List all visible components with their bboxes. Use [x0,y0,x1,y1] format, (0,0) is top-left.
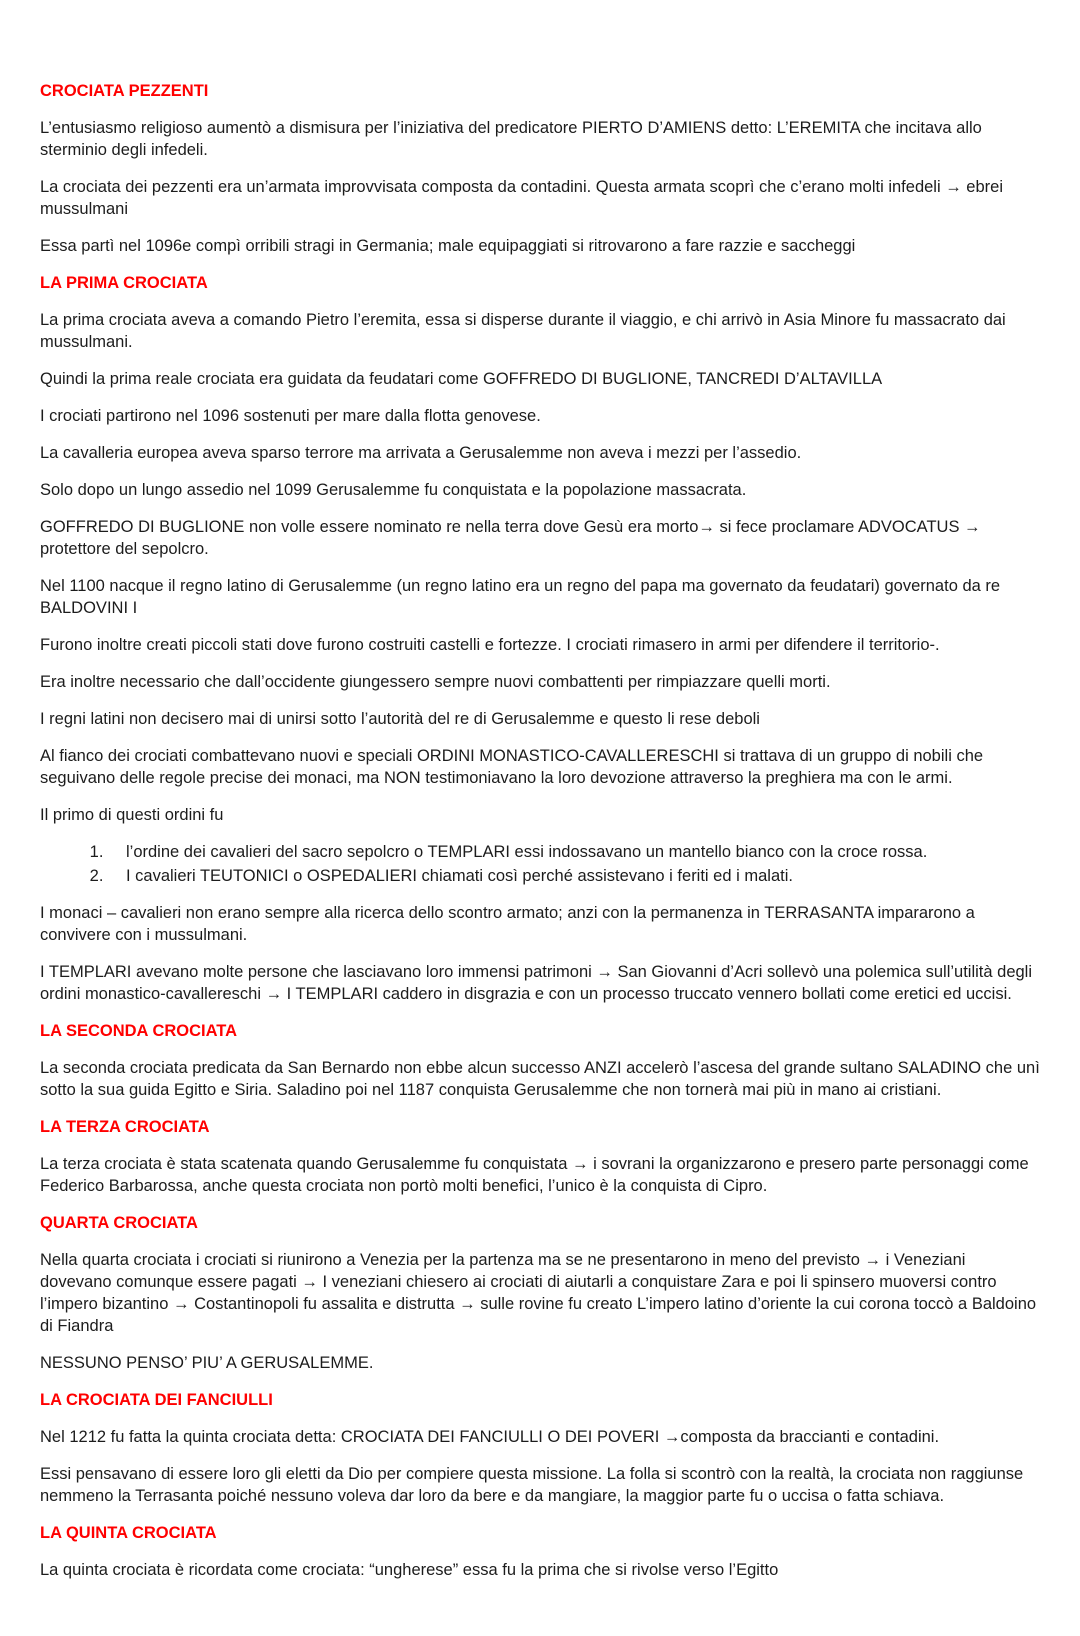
paragraph: I monaci – cavalieri non erano sempre alla ricerca dello scontro armato; anzi con la permanenza in TERRASANTA impararono a convivere con i mussulmani. [40,904,975,944]
section-heading-crociata-pezzenti: CROCIATA PEZZENTI [40,82,209,100]
paragraph: Nella quarta crociata i crociati si riunirono a Venezia per la partenza ma se ne presentarono in meno del previsto → i Veneziani dovevano comunque essere pagati → I veneziani chiesero ai crociati di aiutarli a conquistare Zara e poi li spinsero muoversi contro l’impero bizantino → Costantinopoli fu assalita e distrutta → sulle rovine fu creato L’impero latino d’oriente la cui corona toccò a Baldoino di Fiandra [40,1251,1037,1335]
ordered-list-ordini [40,841,1040,887]
paragraph: Il primo di questi ordini fu [40,806,224,824]
section-heading-prima-crociata: LA PRIMA CROCIATA [40,274,208,292]
paragraph: GOFFREDO DI BUGLIONE non volle essere nominato re nella terra dove Gesù era morto→ si fece proclamare ADVOCATUS → protettore del sepolcro. [40,518,981,558]
paragraph: Nel 1212 fu fatta la quinta crociata detta: CROCIATA DEI FANCIULLI O DEI POVERI →composta da braccianti e contadini. [40,1428,940,1446]
section-heading-quinta-crociata: LA QUINTA CROCIATA [40,1524,217,1542]
paragraph: Era inoltre necessario che dall’occidente giungessero sempre nuovi combattenti per rimpiazzare quelli morti. [40,673,831,691]
paragraph: Essi pensavano di essere loro gli eletti da Dio per compiere questa missione. La folla si scontrò con la realtà, la crociata non raggiunse nemmeno la Terrasanta poiché nessuno voleva dar loro da bere e da mangiare, la maggior parte fu o uccisa o fatta schiava. [40,1465,1024,1505]
list-item: 2. I cavalieri TEUTONICI o OSPEDALIERI chiamati così perché assistevano i feriti ed i malati. [108,865,1040,887]
paragraph: La crociata dei pezzenti era un’armata improvvisata composta da contadini. Questa armata scoprì che c’erano molti infedeli → ebrei mussulmani [40,178,1003,218]
paragraph: La terza crociata è stata scatenata quando Gerusalemme fu conquistata → i sovrani la organizzarono e presero parte personaggi come Federico Barbarossa, anche questa crociata non portò molti benefici, l’unico è la conquista di Cipro. [40,1155,1029,1195]
paragraph: Solo dopo un lungo assedio nel 1099 Gerusalemme fu conquistata e la popolazione massacrata. [40,481,747,499]
paragraph: La seconda crociata predicata da San Bernardo non ebbe alcun successo ANZI accelerò l’ascesa del grande sultano SALADINO che unì sotto la sua guida Egitto e Siria. Saladino poi nel 1187 conquista Gerusalemme che non tornerà mai più in mano ai cristiani. [40,1059,1040,1099]
paragraph: Quindi la prima reale crociata era guidata da feudatari come GOFFREDO DI BUGLIONE, TANCREDI D’ALTAVILLA [40,370,883,388]
paragraph: I crociati partirono nel 1096 sostenuti per mare dalla flotta genovese. [40,407,541,425]
paragraph: L’entusiasmo religioso aumentò a dismisura per l’iniziativa del predicatore PIERTO D’AMIENS detto: L’EREMITA che incitava allo sterminio degli infedeli. [40,119,982,159]
paragraph: Furono inoltre creati piccoli stati dove furono costruiti castelli e fortezze. I crociati rimasero in armi per difendere il territorio-. [40,636,940,654]
paragraph: Nel 1100 nacque il regno latino di Gerusalemme (un regno latino era un regno del papa ma governato da feudatari) governato da re BALDOVINI I [40,577,1001,617]
section-heading-quarta-crociata: QUARTA CROCIATA [40,1214,198,1232]
section-heading-terza-crociata: LA TERZA CROCIATA [40,1118,210,1136]
paragraph: La cavalleria europea aveva sparso terrore ma arrivata a Gerusalemme non aveva i mezzi per l’assedio. [40,444,802,462]
paragraph: La prima crociata aveva a comando Pietro l’eremita, essa si disperse durante il viaggio, e chi arrivò in Asia Minore fu massacrato dai mussulmani. [40,311,1006,351]
list-item: 1. l’ordine dei cavalieri del sacro sepolcro o TEMPLARI essi indossavano un mantello bianco con la croce rossa. [108,841,1040,863]
paragraph: La quinta crociata è ricordata come crociata: “ungherese” essa fu la prima che si rivolse verso l’Egitto [40,1561,779,1579]
paragraph: I regni latini non decisero mai di unirsi sotto l’autorità del re di Gerusalemme e questo li rese deboli [40,710,760,728]
paragraph: I TEMPLARI avevano molte persone che lasciavano loro immensi patrimoni → San Giovanni d’Acri sollevò una polemica sull’utilità degli ordini monastico-cavallereschi → I TEMPLARI caddero in disgrazia e con un processo truccato vennero bollati come eretici ed uccisi. [40,963,1033,1003]
section-heading-seconda-crociata: LA SECONDA CROCIATA [40,1022,238,1040]
section-heading-crociata-dei-fanciulli: LA CROCIATA DEI FANCIULLI [40,1391,273,1409]
paragraph: NESSUNO PENSO’ PIU’ A GERUSALEMME. [40,1354,374,1372]
paragraph: Al fianco dei crociati combattevano nuovi e speciali ORDINI MONASTICO-CAVALLERESCHI si trattava di un gruppo di nobili che seguivano delle regole precise dei monaci, ma NON testimoniavano la loro devozione attraverso la preghiera ma con le armi. [40,747,984,787]
paragraph: Essa partì nel 1096e compì orribili stragi in Germania; male equipaggiati si ritrovarono a fare razzie e saccheggi [40,237,856,255]
